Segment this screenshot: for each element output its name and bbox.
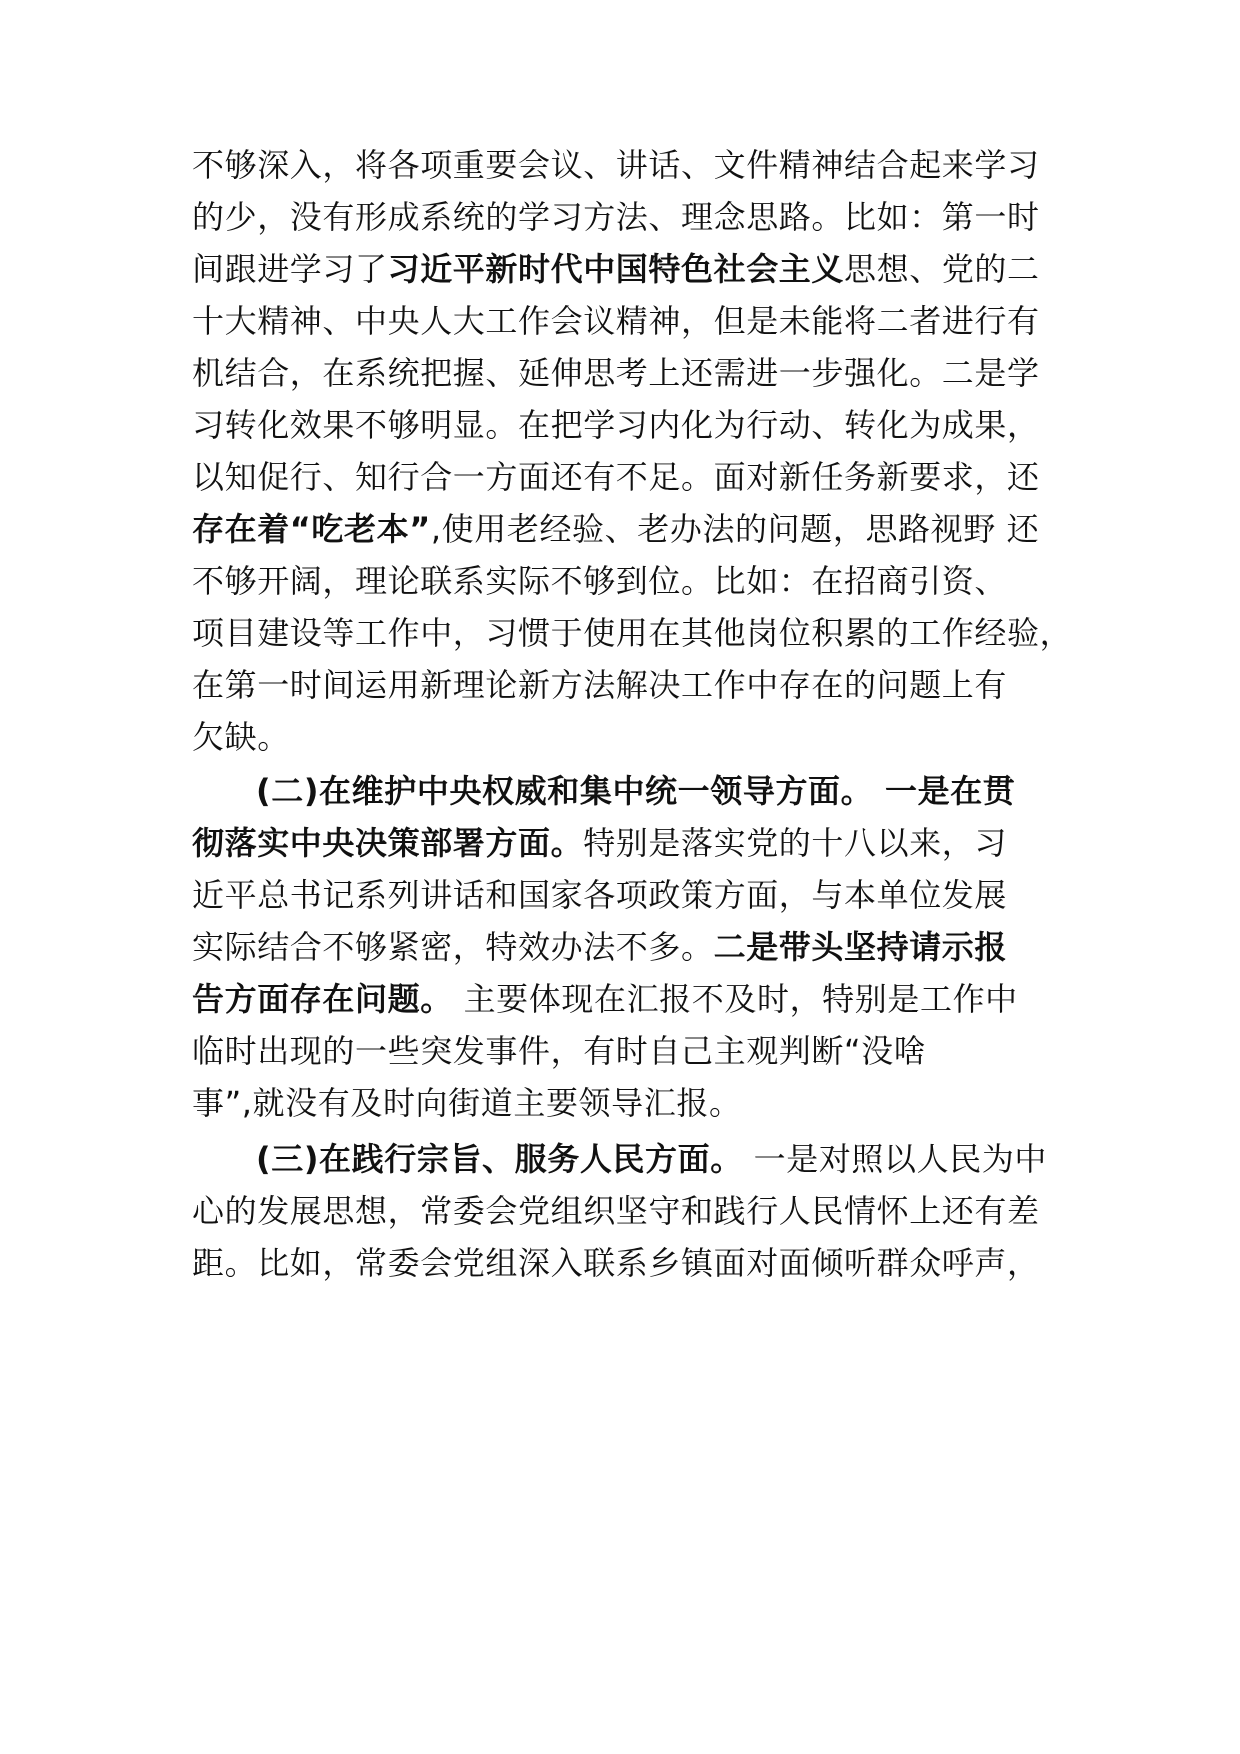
text-segment: 近平总书记系列讲话和国家各项政策方面，与本单位发展 xyxy=(192,876,1008,914)
text-line xyxy=(192,188,1082,246)
text-line xyxy=(192,656,1082,714)
text-line xyxy=(192,240,1082,298)
text-segment: 不够深入，将各项重要会议、讲话、文件精神结合起来学习 xyxy=(192,146,1040,184)
text-line xyxy=(192,1074,1082,1132)
text-segment: 距。比如，常委会党组深入联系乡镇面对面倾听群众呼声， xyxy=(192,1244,1040,1282)
text-line xyxy=(192,1182,1082,1240)
text-line xyxy=(192,1022,1082,1080)
text-segment: ,使用老经验、老办法的问题，思路视野 还 xyxy=(430,510,1040,548)
text-segment: 心的发展思想，常委会党组织坚守和践行人民情怀上还有差 xyxy=(192,1192,1040,1230)
bold-text-segment: (三)在践行宗旨、服务人民方面。 xyxy=(256,1140,743,1178)
text-line xyxy=(192,970,1082,1028)
text-line xyxy=(192,448,1082,506)
bold-text-segment: 告方面存在问题。 xyxy=(192,980,453,1018)
text-line xyxy=(192,814,1082,872)
text-line xyxy=(192,918,1082,976)
text-segment: 特别是落实党的十八以来，习 xyxy=(583,824,1008,862)
text-segment: 思想、党的二 xyxy=(844,250,1040,288)
text-line xyxy=(192,866,1082,924)
bold-text-segment: 习近平新时代中国特色社会主义 xyxy=(387,250,845,288)
text-line xyxy=(192,552,1082,610)
bold-text-segment: 彻落实中央决策部署方面。 xyxy=(192,824,584,862)
text-segment: 实际结合不够紧密，特效办法不多。 xyxy=(192,928,714,966)
text-line xyxy=(256,1130,1146,1188)
bold-text-segment: 二是带头坚持请示报 xyxy=(713,928,1008,966)
text-line xyxy=(192,1234,1082,1292)
text-segment: 以知促行、知行合一方面还有不足。面对新任务新要求，还 xyxy=(192,458,1040,496)
text-segment: 一是对照以人民为中 xyxy=(742,1140,1048,1178)
text-segment: 主要体现在汇报不及时，特别是工作中 xyxy=(452,980,1018,1018)
text-segment: 的少，没有形成系统的学习方法、理念思路。比如：第一时 xyxy=(192,198,1040,236)
text-line xyxy=(192,344,1082,402)
text-line xyxy=(192,292,1082,350)
text-segment: 临时出现的一些突发事件，有时自己主观判断“没啥 xyxy=(192,1032,927,1070)
bold-text-segment: (二)在维护中央权威和集中统一领导方面。 一是在贯 xyxy=(256,772,1016,810)
text-segment: 习转化效果不够明显。在把学习内化为行动、转化为成果， xyxy=(192,406,1040,444)
text-line xyxy=(192,500,1082,558)
text-line xyxy=(192,396,1082,454)
text-segment: 欠缺。 xyxy=(192,718,290,756)
text-line xyxy=(256,762,1146,820)
text-segment: 十大精神、中央人大工作会议精神，但是未能将二者进行有 xyxy=(192,302,1040,340)
text-segment: 不够开阔，理论联系实际不够到位。比如：在招商引资、 xyxy=(192,562,1008,600)
text-segment: 项目建设等工作中，习惯于使用在其他岗位积累的工作经验， xyxy=(192,614,1073,652)
text-segment: 机结合，在系统把握、延伸思考上还需进一步强化。二是学 xyxy=(192,354,1040,392)
bold-text-segment: 存在着“吃老本” xyxy=(192,510,431,548)
text-line xyxy=(192,136,1082,194)
text-line xyxy=(192,604,1082,662)
text-segment: 事”,就没有及时向街道主要领导汇报。 xyxy=(192,1084,742,1122)
text-line xyxy=(192,708,1082,766)
text-segment: 间跟进学习了 xyxy=(192,250,388,288)
text-segment: 在第一时间运用新理论新方法解决工作中存在的问题上有 xyxy=(192,666,1008,704)
